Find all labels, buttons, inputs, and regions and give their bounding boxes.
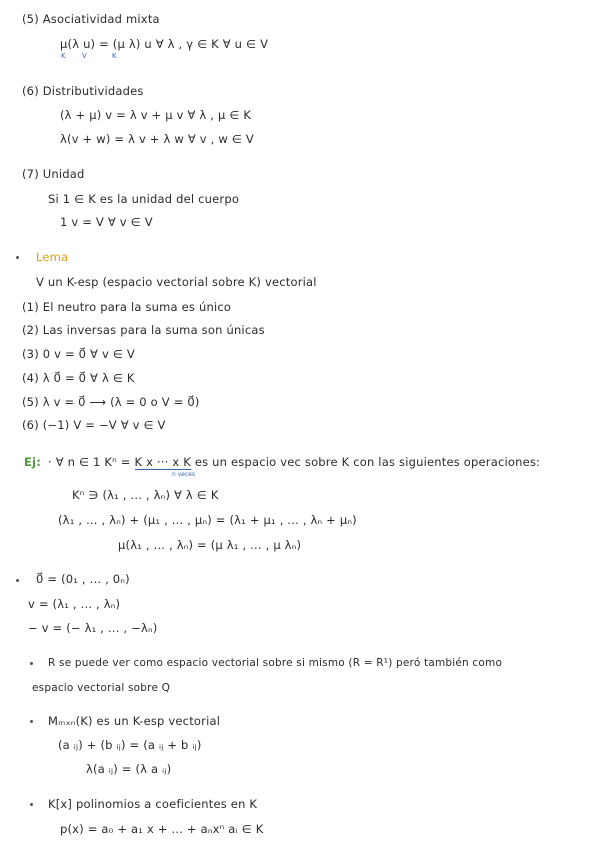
lema-item-1: (1) El neutro para la suma es único — [22, 300, 232, 314]
ej-underbrace-note: n veces — [172, 471, 196, 478]
lema-item-2: (2) Las inversas para la suma son únicas — [22, 323, 265, 337]
zero-bullet — [16, 579, 19, 582]
lema-item-4: (4) λ 0⃗ = 0⃗ ∀ λ ∈ K — [22, 371, 135, 385]
k-line-2: p(x) = a₀ + a₁ x + ... + aₙxⁿ aᵢ ∈ K — [60, 822, 264, 836]
section-5-title: (5) Asociatividad mixta — [22, 12, 160, 26]
zero-line-1: 0⃗ = (0₁ , ... , 0ₙ) — [36, 572, 130, 586]
k-bullet — [30, 803, 33, 806]
section-7-title: (7) Unidad — [22, 167, 85, 181]
lema-bullet — [16, 256, 19, 259]
zero-line-3: − v = (− λ₁ , ... , −λₙ) — [28, 621, 158, 635]
ej-line-1-underbraced: K x ··· x K — [134, 455, 191, 469]
section-7-line-2: 1 v = V ∀ v ∈ V — [60, 215, 153, 229]
section-5-sub-2: V — [82, 52, 87, 60]
ej-label: Ej: — [24, 455, 41, 469]
m-bullet — [30, 720, 33, 723]
ej-line-1-pre: · ∀ n ∈ 1 Kⁿ = — [48, 455, 135, 469]
ej-line-4: μ(λ₁ , ... , λₙ) = (μ λ₁ , ... , μ λₙ) — [118, 538, 302, 552]
section-6-title: (6) Distributividades — [22, 84, 144, 98]
ej-line-3: (λ₁ , ... , λₙ) + (μ₁ , ... , μₙ) = (λ₁ + μ₁ , ... , λₙ + μₙ) — [58, 513, 357, 527]
r-bullet — [30, 662, 33, 665]
section-5-sub-3: K — [112, 52, 117, 60]
r-line-2: espacio vectorial sobre Q — [32, 682, 171, 694]
section-6-line-1: (λ + μ) v = λ v + μ v ∀ λ , μ ∈ K — [60, 108, 252, 122]
section-7-line-1: Si 1 ∈ K es la unidad del cuerpo — [48, 192, 240, 206]
ej-line-2: Kⁿ ∋ (λ₁ , ... , λₙ) ∀ λ ∈ K — [72, 488, 219, 502]
r-line-1: R se puede ver como espacio vectorial sobre si mismo (R = R¹) peró también como — [48, 657, 503, 669]
m-line-2: (a ᵢⱼ) + (b ᵢⱼ) = (a ᵢⱼ + b ᵢⱼ) — [58, 738, 202, 752]
section-6-line-2: λ(v + w) = λ v + λ w ∀ v , w ∈ V — [60, 132, 254, 146]
lema-intro: V un K-esp (espacio vectorial sobre K) vectorial — [36, 275, 317, 289]
ej-line-1 — [48, 455, 540, 469]
lema-item-6: (6) (−1) V = −V ∀ v ∈ V — [22, 418, 166, 432]
zero-line-2: v = (λ₁ , ... , λₙ) — [28, 597, 121, 611]
lema-item-5: (5) λ v = 0⃗ ⟶ (λ = 0 o V = 0⃗) — [22, 395, 200, 409]
lema-title: Lema — [36, 250, 69, 264]
ej-line-1-post: es un espacio vec sobre K con las siguientes operaciones: — [190, 455, 541, 469]
lema-item-3: (3) 0 v = 0⃗ ∀ v ∈ V — [22, 347, 135, 361]
section-5-formula: μ(λ u) = (μ λ) u ∀ λ , γ ∈ K ∀ u ∈ V — [60, 37, 269, 51]
m-line-1: Mₘₓₙ(K) es un K-esp vectorial — [48, 714, 221, 728]
m-line-3: λ(a ᵢⱼ) = (λ a ᵢⱼ) — [86, 762, 172, 776]
k-line-1: K[x] polinomios a coeficientes en K — [48, 797, 258, 811]
section-5-sub-1: K — [61, 52, 66, 60]
